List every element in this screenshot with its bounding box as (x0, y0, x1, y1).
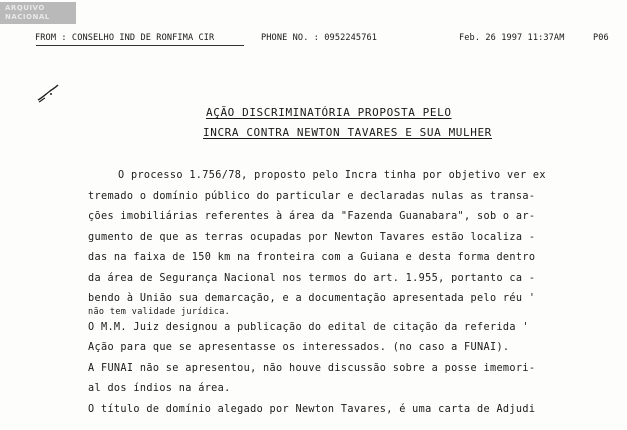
body-line: O processo 1.756/78, proposto pelo Incra tinha por objetivo ver ex (118, 170, 546, 181)
fax-from: FROM : CONSELHO IND DE RONFIMA CIR (35, 33, 215, 43)
body-line: Ação para que se apresentasse os interessados. (no caso a FUNAI). (88, 342, 510, 353)
title-line-2: INCRA CONTRA NEWTON TAVARES E SUA MULHER (203, 126, 492, 139)
body-line: A FUNAI não se apresentou, não houve discussão sobre a posse imemori- (88, 362, 536, 374)
body-line: das na faixa de 150 km na fronteira com a Guiana e desta forma dentro (88, 252, 536, 263)
fax-page-number: P06 (593, 33, 609, 43)
fax-date: Feb. 26 1997 11:37AM (459, 33, 565, 43)
body-line: bendo à União sua demarcação, e a documentação apresentada pelo réu ' (88, 293, 536, 304)
body-line: tremado o domínio público do particular e declaradas nulas as transa- (88, 190, 536, 202)
title-line-1: AÇÃO DISCRIMINATÓRIA PROPOSTA PELO (206, 106, 452, 119)
archive-stamp-line1: ARQUIVO (5, 4, 45, 12)
body-line: gumento de que as terras ocupadas por Newton Tavares estão localiza - (88, 231, 536, 243)
archive-stamp (0, 2, 76, 24)
document-title (203, 103, 492, 143)
document-body (88, 166, 608, 420)
fax-phone: PHONE NO. : 0952245761 (261, 33, 378, 43)
body-line: não tem validade jurídica. (88, 306, 231, 317)
body-line: O M.M. Juiz designou a publicação do edital de citação da referida ' (88, 321, 529, 333)
body-line: da área de Segurança Nacional nos termos do art. 1.955, portanto ca - (88, 272, 536, 284)
from-underline (36, 45, 244, 46)
pen-mark-icon (36, 82, 60, 104)
archive-stamp-line2: NACIONAL (5, 13, 50, 21)
body-line: al dos índios na área. (88, 383, 231, 394)
body-line: ções imobiliárias referentes à área da "Fazenda Guanabara", sob o ar- (88, 211, 536, 222)
body-line: O título de domínio alegado por Newton Tavares, é uma carta de Adjudi (88, 403, 536, 415)
